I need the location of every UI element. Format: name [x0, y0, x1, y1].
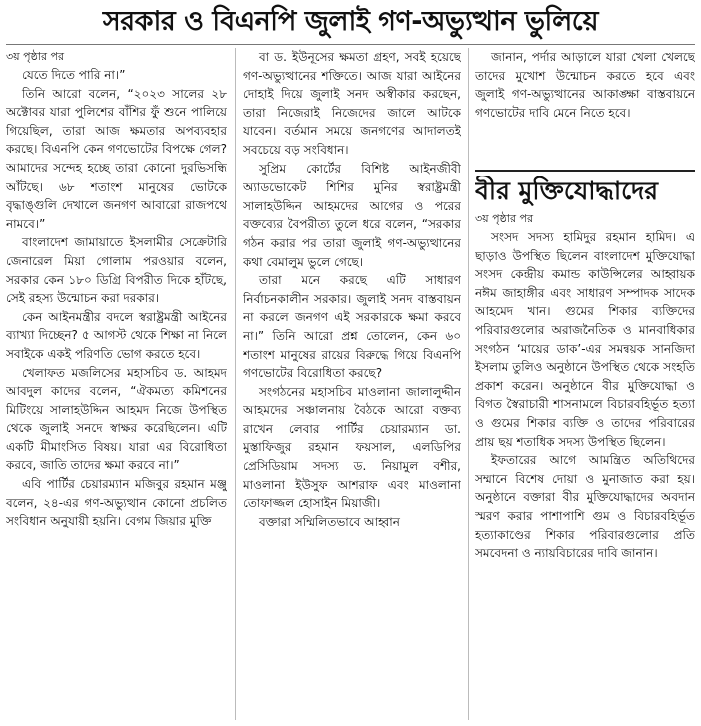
column-divider: [468, 48, 469, 720]
second-story-headline: বীর মুক্তিযোদ্ধাদের: [475, 176, 659, 205]
second-story-header: [475, 170, 695, 206]
article-column-1: [6, 48, 227, 722]
paragraph: সুপ্রিম কোর্টের বিশিষ্ট আইনজীবী অ্যাডভোকেট শিশির মুনির স্বরাষ্ট্রমন্ত্রী সালাহউদ্দিন আহমদের আগের ও পরের বক্তব্যের বৈপরীত্য তুলে ধরে বলেন, “সরকার গঠন করার পর তারা জুলাই গণ-অভ্যুত্থানের কথা বেমালুম ভুলে গেছে।: [243, 161, 461, 269]
paragraph: সংগঠনের মহাসচিব মাওলানা জালালুদ্দীন আহমদের সঞ্চালনায় বৈঠকে আরো বক্তব্য রাখেন লেবার পার্টির চেয়ারম্যান ডা. মুস্তাফিজুর রহমান ফয়সাল, এলডিপির প্রেসিডিয়াম সদস্য ড. নিয়ামুল বশীর, মাওলানা ইউসুফ আশরাফ এবং মাওলানা তোফাজ্জল হোসাইন মিয়াজী।: [243, 384, 461, 511]
paragraph: তিনি আরো বলেন, “২০২৩ সালের ২৮ অক্টোবর যারা পুলিশের বাঁশির ফুঁ শুনে পালিয়ে গিয়েছিল, তারা আজ ক্ষমতার অপব্যবহার করছে। বিএনপি কেন গণভোটের বিপক্ষে গেল? আমাদের সন্দেহ হচ্ছে তারা কোনো দুরভিসন্ধি আঁটছে। ৬৮ শতাংশ মানুষের ভোটকে বৃদ্ধাঙ্গুলি দেখালে জনগণ আবারো রাজপথে নামবে।”: [6, 86, 227, 231]
paragraph: বাংলাদেশ জামায়াতে ইসলামীর সেক্রেটারি জেনারেল মিয়া গোলাম পরওয়ার বলেন, সরকার কেন ১৮০ ডিগ্রি বিপরীত দিকে হাঁটছে, সেই রহস্য উন্মোচন করা দরকার।: [6, 235, 227, 306]
subhead-rule: [475, 170, 695, 172]
paragraph: ইফতারের আগে আমন্ত্রিত অতিথিদের সম্মানে বিশেষ দোয়া ও মুনাজাত করা হয়। অনুষ্ঠানে বক্তারা বীর মুক্তিযোদ্ধাদের অবদান স্মরণ করার পাশাপাশি গুম ও বিচারবহির্ভূত হত্যাকাণ্ডের শিকার পরিবারগুলোর প্রতি সমবেদনা ও ন্যায়বিচারের দাবি জানান।: [475, 453, 695, 561]
paragraph: বা ড. ইউনূসের ক্ষমতা গ্রহণ, সবই হয়েছে গণ-অভ্যুত্থানের শক্তিতে। আজ যারা আইনের দোহাই দিয়ে জুলাই সনদ অস্বীকার করছেন, তারা নিজেরাই নিজেদের জালে আটকে যাবেন। বর্তমান সময়ে জনগণের আদালতই সবচেয়ে বড় সংবিধান।: [243, 50, 461, 157]
headline-rule: [6, 44, 695, 45]
paragraph: তারা মনে করছে এটি সাধারণ নির্বাচনকালীন সরকার। জুলাই সনদ বাস্তবায়ন না করলে জনগণ এই সরকারকে ক্ষমা করবে না।” তিনি আরো প্রশ্ন তোলেন, কেন ৬০ শতাংশ মানুষের রায়ের বিরুদ্ধে গিয়ে বিএনপি গণভোটের বিরোধিতা করছে?: [243, 273, 461, 381]
paragraph: বক্তারা সম্মিলিতভাবে আহ্বান: [259, 514, 400, 529]
paragraph: খেলাফত মজলিসের মহাসচিব ড. আহমদ আবদুল কাদের বলেন, “ঐকমত্য কমিশনের মিটিংয়ে সালাহউদ্দিন আহমদ নিজে উপস্থিত থেকে জুলাই সনদে স্বাক্ষর করেছিলেন। এটি একটি মীমাংসিত বিষয়। যারা এর বিরোধিতা করবে, জাতি তাদের ক্ষমা করবে না।”: [6, 365, 227, 473]
paragraph: সংসদ সদস্য হামিদুর রহমান হামিদ। এ ছাড়াও উপস্থিত ছিলেন বাংলাদেশ মুক্তিযোদ্ধা সংসদ কেন্দ্রীয় কমান্ড কাউন্সিলের আহ্বায়ক নঈম জাহাঙ্গীর এবং সাধারণ সম্পাদক সাদেক আহমেদ খান। গুমের শিকার ব্যক্তিদের পরিবারগুলোর অরাজনৈতিক ও মানবাধিকার সংগঠন ‘মায়ের ডাক’-এর সমন্বয়ক সানজিদা ইসলাম তুলিও অনুষ্ঠানে উপস্থিত থেকে সংহতি প্রকাশ করেন। অনুষ্ঠানে বীর মুক্তিযোদ্ধা ও বিগত স্বৈরাচারী শাসনামলে বিচারবহির্ভূত হত্যা ও গুমের শিকার ব্যক্তি ও তাদের পরিবারের প্রায় ছয় শতাধিক সদস্য উপস্থিত ছিলেন।: [475, 230, 695, 449]
paragraph: কেন আইনমন্ত্রীর বদলে স্বরাষ্ট্রমন্ত্রী আইনের ব্যাখ্যা দিচ্ছেন? ৫ আগস্ট থেকে শিক্ষা না নিলে সবাইকে একই পরিণতি ভোগ করতে হবে।: [6, 309, 227, 361]
article-column-3: [475, 48, 695, 166]
article-column-2: [243, 48, 461, 722]
column-divider: [235, 48, 236, 720]
article-headline: সরকার ও বিএনপি জুলাই গণ-অভ্যুত্থান ভুলিয়ে: [102, 6, 599, 37]
second-story-body: [475, 210, 695, 722]
paragraph: এবি পার্টির চেয়ারম্যান মজিবুর রহমান মঞ্জু বলেন, ২৪-এর গণ-অভ্যুত্থান কোনো প্রচলিত সংবিধান অনুযায়ী হয়নি। বেগম জিয়ার মুক্তি: [6, 477, 227, 529]
paragraph: যেতে দিতে পারি না।”: [22, 68, 126, 82]
jump-line: ৩য় পৃষ্ঠার পর: [475, 212, 534, 225]
paragraph: জানান, পর্দার আড়ালে যারা খেলা খেলছে তাদের মুখোশ উন্মোচন করতে হবে এবং জুলাই গণ-অভ্যুত্থানের আকাঙ্ক্ষা বাস্তবায়নে গণভোটের দাবি মেনে নিতে হবে।: [475, 50, 695, 120]
jump-line: ৩য় পৃষ্ঠার পর: [6, 50, 65, 63]
